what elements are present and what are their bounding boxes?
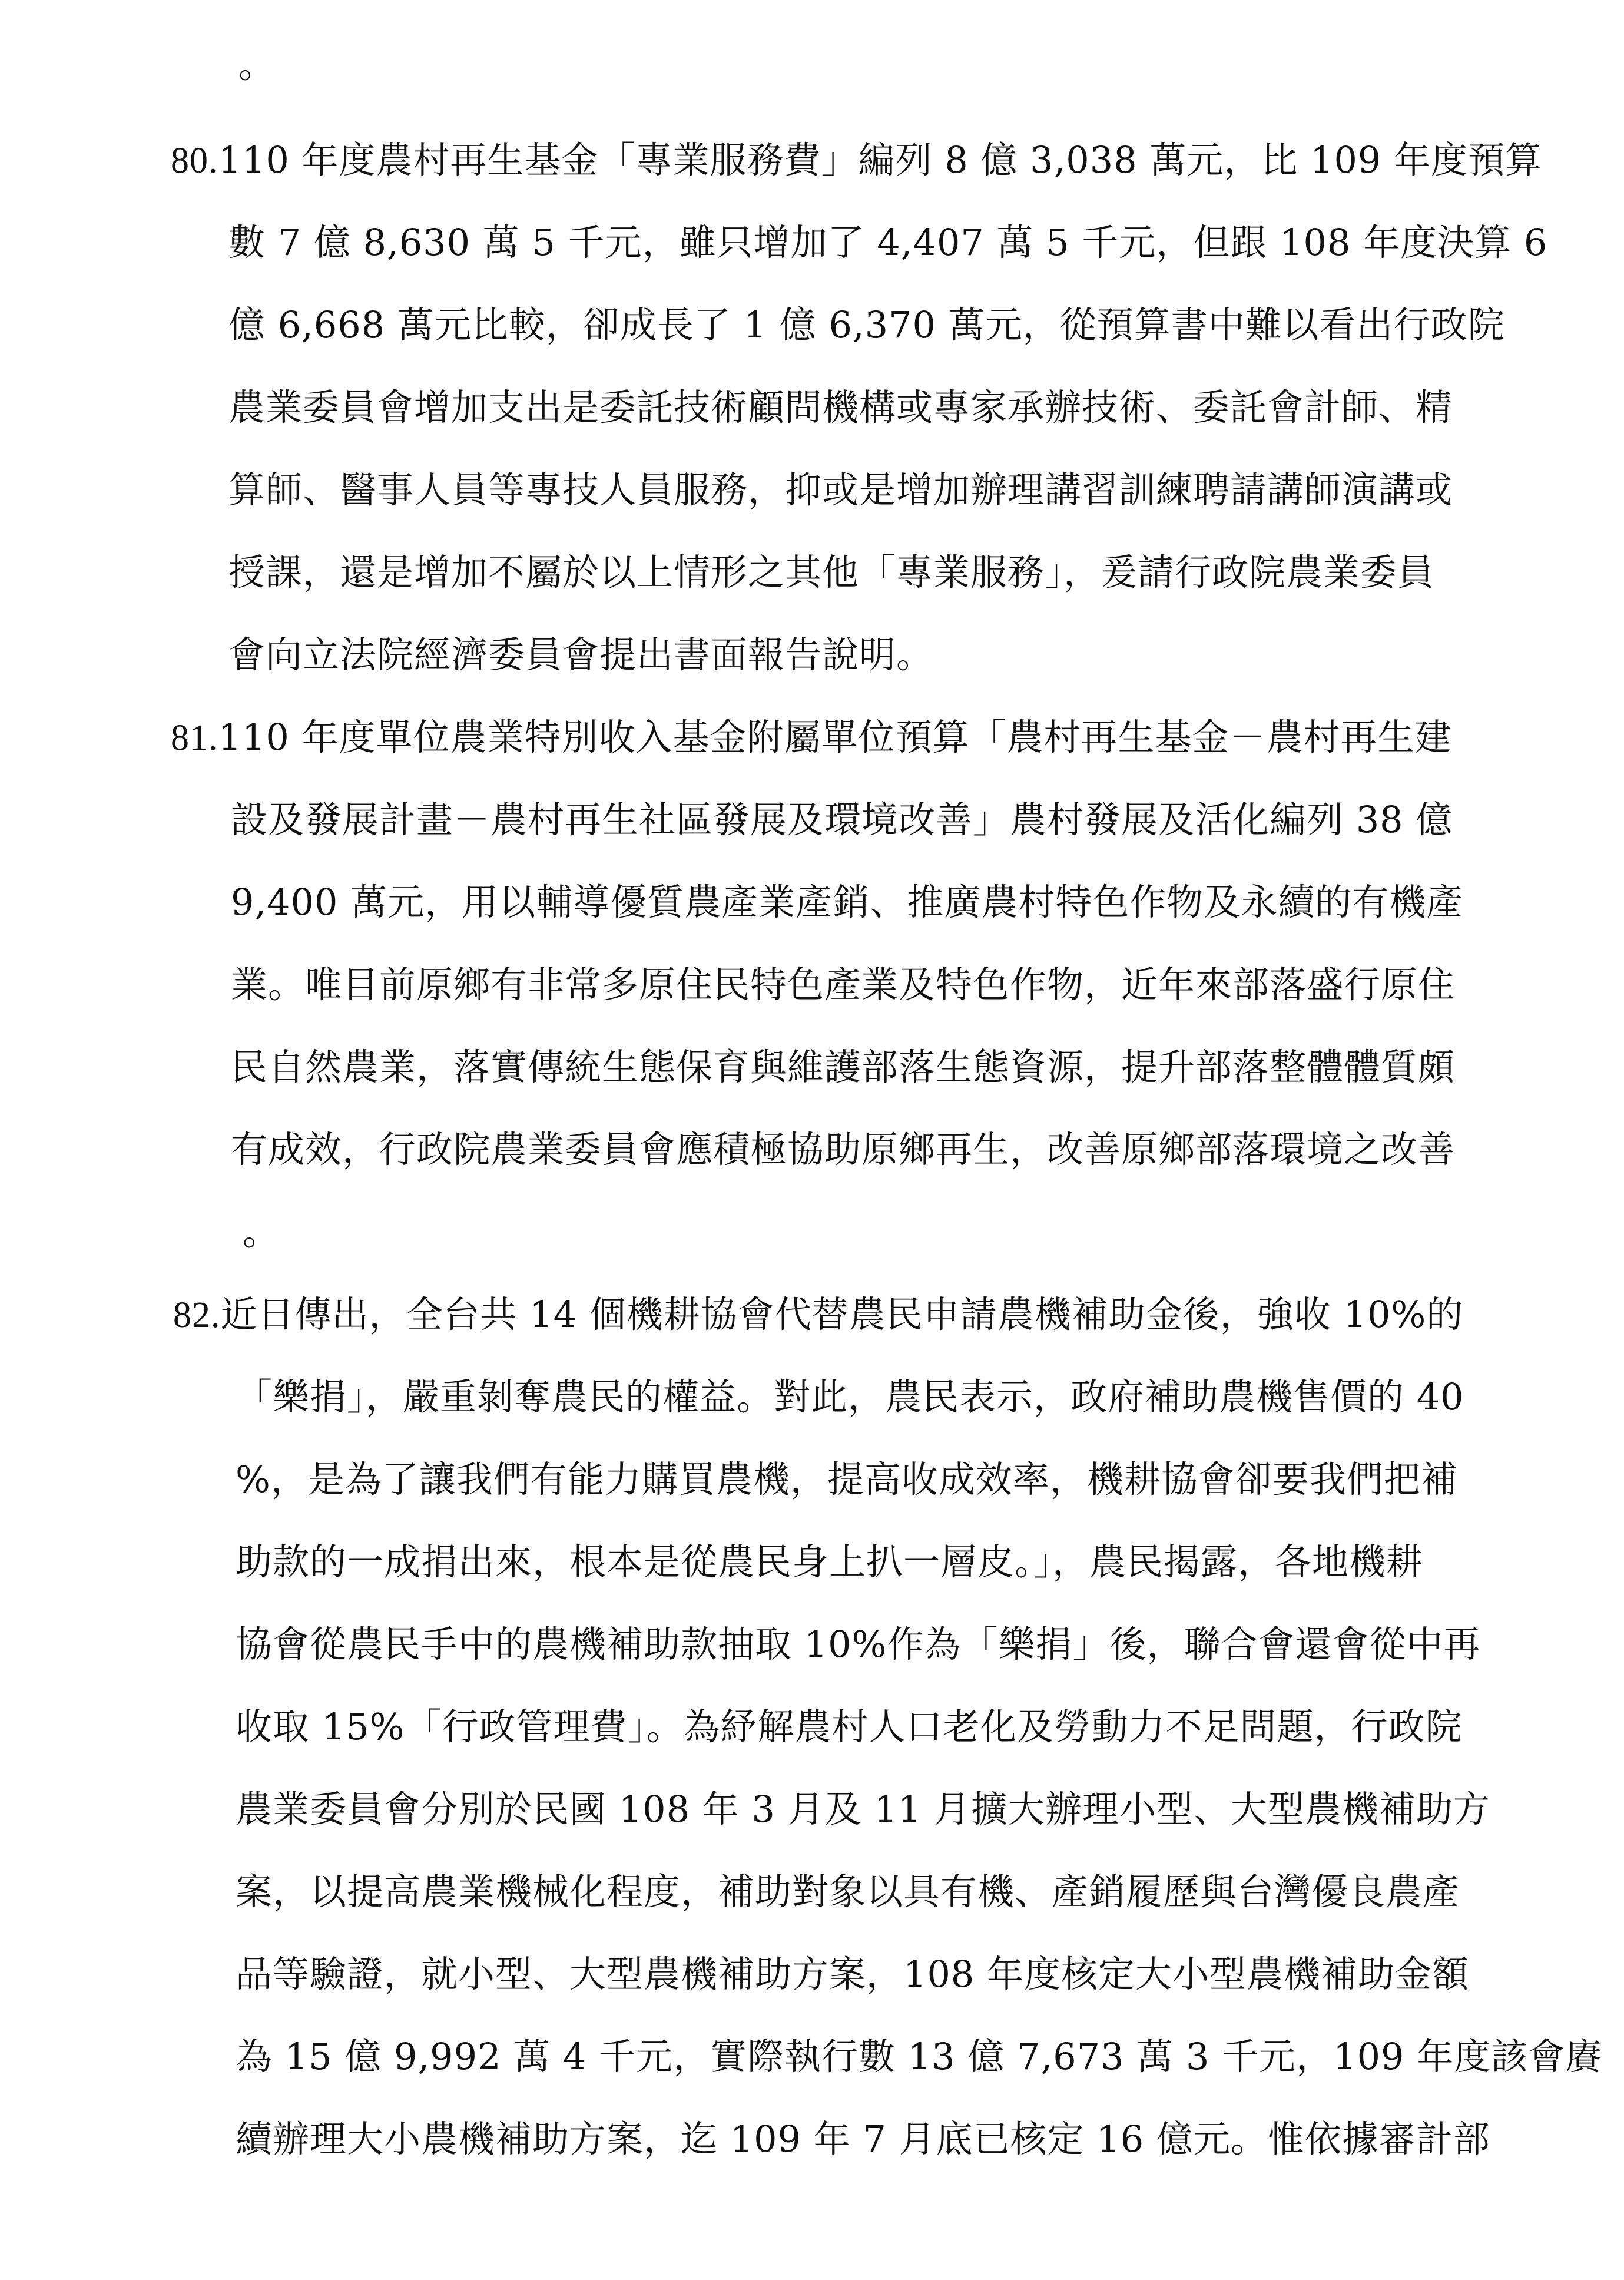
item-81-line-7: 。 bbox=[243, 1210, 280, 1253]
lead-fragment: 。 bbox=[238, 43, 276, 86]
item-82-text-1: 近日傳出，全台共 14 個機耕協會代替農民申請農機補助金後，強收 10%的 bbox=[220, 1293, 1464, 1336]
item-82-line-4: 助款的一成捐出來，根本是從農民身上扒一層皮。」，農民揭露，各地機耕 bbox=[236, 1540, 1424, 1583]
item-81-line-2: 設及發展計畫－農村再生社區發展及環境改善」農村發展及活化編列 38 億 bbox=[231, 798, 1453, 841]
item-82-line-9: 品等驗證，就小型、大型農機補助方案，108 年度核定大小型農機補助金額 bbox=[236, 1953, 1470, 1996]
item-80-line-3: 億 6,668 萬元比較，卻成長了 1 億 6,370 萬元，從預算書中難以看出行政院 bbox=[228, 303, 1505, 346]
item-80-line-7: 會向立法院經濟委員會提出書面報告說明。 bbox=[228, 633, 934, 676]
item-80-line-1 bbox=[171, 137, 1584, 184]
item-82-line-1 bbox=[173, 1291, 1463, 1339]
item-81-line-5: 民自然農業，落實傳統生態保育與維護部落生態資源，提升部落整體體質頗 bbox=[231, 1045, 1456, 1088]
item-82-number: 82. bbox=[173, 1295, 221, 1335]
item-81-line-4: 業。唯目前原鄉有非常多原住民特色產業及特色作物，近年來部落盛行原住 bbox=[231, 963, 1456, 1006]
item-82-line-5: 協會從農民手中的農機補助款抽取 10%作為「樂捐」後，聯合會還會從中再 bbox=[236, 1623, 1481, 1666]
item-80-line-2: 數 7 億 8,630 萬 5 千元，雖只增加了 4,407 萬 5 千元，但跟 108 年度決算 6 bbox=[228, 221, 1548, 264]
item-81-line-1 bbox=[171, 714, 1452, 762]
item-82-line-11: 續辦理大小農機補助方案，迄 109 年 7 月底已核定 16 億元。惟依據審計部 bbox=[236, 2117, 1490, 2160]
item-82-line-2: 「樂捐」，嚴重剝奪農民的權益。對此，農民表示，政府補助農機售價的 40 bbox=[236, 1375, 1464, 1418]
item-81-line-6: 有成效，行政院農業委員會應積極協助原鄉再生，改善原鄉部落環境之改善 bbox=[231, 1128, 1456, 1171]
item-82-line-7: 農業委員會分別於民國 108 年 3 月及 11 月擴大辦理小型、大型農機補助方 bbox=[236, 1788, 1490, 1831]
item-80-line-6: 授課，還是增加不屬於以上情形之其他「專業服務」，爰請行政院農業委員 bbox=[228, 551, 1435, 594]
item-80-line-5: 算師、醫事人員等專技人員服務，抑或是增加辦理講習訓練聘請講師演講或 bbox=[228, 468, 1453, 511]
item-82-line-3: %，是為了讓我們有能力購買農機，提高收成效率，機耕協會卻要我們把補 bbox=[236, 1458, 1458, 1501]
item-81-text-1: 110 年度單位農業特別收入基金附屬單位預算「農村再生基金－農村再生建 bbox=[218, 716, 1452, 759]
item-80-line-4: 農業委員會增加支出是委託技術顧問機構或專家承辦技術、委託會計師、精 bbox=[228, 386, 1453, 429]
item-81-line-3: 9,400 萬元，用以輔導優質農產業產銷、推廣農村特色作物及永續的有機產 bbox=[231, 881, 1464, 924]
item-82-line-8: 案，以提高農業機械化程度，補助對象以具有機、產銷履歷與台灣優良農產 bbox=[236, 1870, 1460, 1913]
item-82-line-6: 收取 15%「行政管理費」。為紓解農村人口老化及勞動力不足問題，行政院 bbox=[236, 1705, 1463, 1748]
item-80-number: 80. bbox=[171, 141, 218, 181]
item-80-text-1: 110 年度農村再生基金「專業服務費」編列 8 億 3,038 萬元，比 109 年度預算 bbox=[218, 138, 1543, 181]
item-82-line-10: 為 15 億 9,992 萬 4 千元，實際執行數 13 億 7,673 萬 3 千元，109 年度該會賡 bbox=[236, 2035, 1603, 2078]
item-81-number: 81. bbox=[171, 718, 218, 758]
